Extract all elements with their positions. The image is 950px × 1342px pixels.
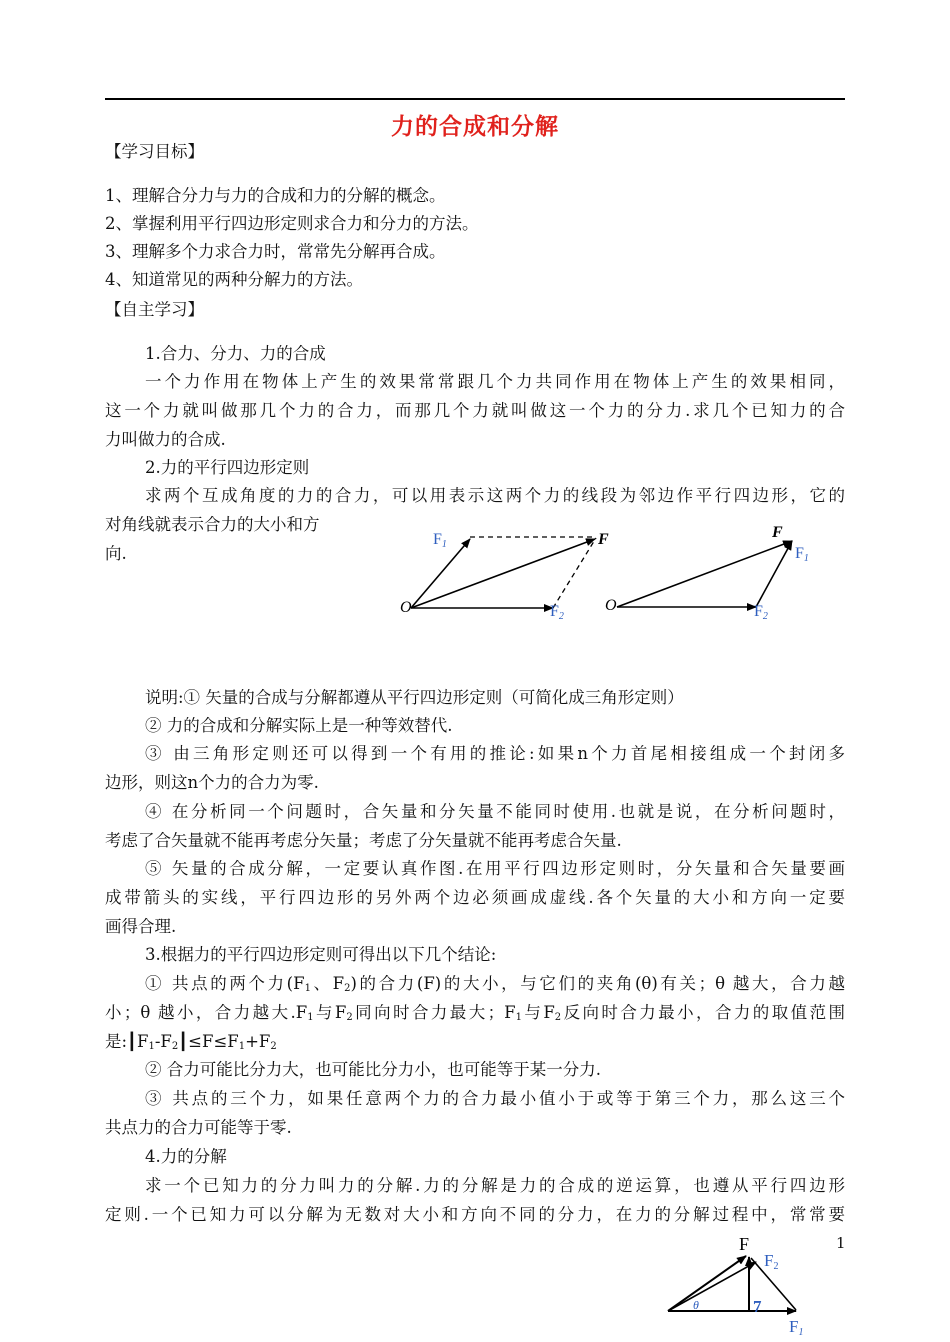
resultant-vector xyxy=(617,541,792,607)
goal-item: 3、理解多个力求合力时，常常先分解再合成。 xyxy=(105,242,446,261)
note-line: 说明:① 矢量的合成与分解都遵从平行四边形定则（可简化成三角形定则） xyxy=(145,688,684,707)
conclusion-line: ③ 共点的三个力，如果任意两个力的合力最小值小于或等于第三个力，那么这三个 xyxy=(145,1089,845,1108)
force-vector xyxy=(668,1256,746,1311)
section-2-heading: 2.力的平行四边形定则 xyxy=(145,458,310,477)
note-line: ④ 在分析同一个问题时，合矢量和分矢量不能同时使用.也就是说，在分析问题时， xyxy=(145,802,845,821)
paragraph-line: 对角线就表示合力的大小和方 xyxy=(105,515,320,534)
note-line: 成带箭头的实线，平行四边形的另外两个边必须画成虚线.各个矢量的大小和方向一定要 xyxy=(105,888,845,907)
f2-label: F2 xyxy=(754,603,768,622)
goal-item: 1、理解合分力与力的合成和力的分解的概念。 xyxy=(105,186,446,205)
right-angle-mark: 7 xyxy=(753,1297,762,1316)
note-line: ② 力的合成和分解实际上是一种等效替代. xyxy=(145,716,453,735)
paragraph-line: 这一个力就叫做那几个力的合力，而那几个力就叫做这一个力的分力.求几个已知力的合 xyxy=(105,401,845,420)
resultant-vector xyxy=(411,539,595,608)
f1-label: F1 xyxy=(433,531,447,550)
resultant-label: F xyxy=(772,524,783,541)
goal-item: 4、知道常见的两种分解力的方法。 xyxy=(105,270,363,289)
origin-label: O xyxy=(605,597,617,614)
f1-label: F1 xyxy=(789,1317,804,1338)
conclusion-line: ② 合力可能比分力大，也可能比分力小，也可能等于某一分力. xyxy=(145,1060,601,1079)
paragraph-line: 向. xyxy=(105,544,127,563)
theta-label: θ xyxy=(693,1298,699,1312)
section-3-heading: 3.根据力的平行四边形定则可得出以下几个结论: xyxy=(145,945,497,964)
section-4-heading: 4.力的分解 xyxy=(145,1147,227,1166)
conclusion-line: 是$:┃F_1-F_2┃\le F\le F_1+F_2$ xyxy=(105,1032,277,1052)
page-number: 1 xyxy=(836,1234,846,1252)
paragraph-line: 定则.一个已知力可以分解为无数对大小和方向不同的分力，在力的分解过程中，常常要 xyxy=(105,1205,845,1224)
force-composition-figure xyxy=(390,515,840,630)
resultant-label: F xyxy=(598,531,609,548)
conclusion-line: 共点力的合力可能等于零. xyxy=(105,1118,292,1137)
dashed-side-right xyxy=(553,538,596,608)
f2-label: F2 xyxy=(550,603,564,622)
paragraph-line: 求两个互成角度的力的合力，可以用表示这两个力的线段为邻边作平行四边形，它的 xyxy=(145,486,845,505)
note-line: ③ 由三角形定则还可以得到一个有用的推论:如果n个力首尾相接组成一个封闭多 xyxy=(145,744,845,763)
f1-label: F1 xyxy=(795,545,809,564)
conclusion-line: 小；θ 越小，合力越大$.F_1$与$F_2$同向时合力最大；$F_1$与$F_2$反向时合力最小，合力的取值范围 xyxy=(105,1003,846,1023)
note-line: 考虑了合矢量就不能再考虑分矢量；考虑了分矢量就不能再考虑合矢量. xyxy=(105,831,622,850)
parallelogram-diagram xyxy=(400,531,609,622)
force-decomposition-figure xyxy=(660,1230,820,1340)
force-label: F xyxy=(739,1234,750,1254)
goals-header: 【学习目标】 xyxy=(105,142,204,161)
component-vector xyxy=(668,1262,756,1311)
origin-label: O xyxy=(400,599,412,616)
paragraph-line: 求一个已知力的分力叫力的分解.力的分解是力的合成的逆运算，也遵从平行四边形 xyxy=(145,1176,845,1195)
section-1-heading: 1.合力、分力、力的合成 xyxy=(145,344,326,363)
goal-item: 2、掌握利用平行四边形定则求合力和分力的方法。 xyxy=(105,214,479,233)
note-line: ⑤ 矢量的合成分解，一定要认真作图.在用平行四边形定则时，分矢量和合矢量要画 xyxy=(145,859,845,878)
note-line: 边形，则这n个力的合力为零. xyxy=(105,773,319,792)
page-title: 力的合成和分解 xyxy=(391,114,559,140)
triangle-diagram xyxy=(605,524,809,622)
header-rule xyxy=(105,98,845,100)
f1-vector xyxy=(756,541,792,607)
paragraph-line: 力叫做力的合成. xyxy=(105,430,226,449)
paragraph-line: 一个力作用在物体上产生的效果常常跟几个力共同作用在物体上产生的效果相同， xyxy=(145,372,845,391)
note-line: 画得合理. xyxy=(105,917,177,936)
f2-label: F2 xyxy=(764,1251,779,1272)
conclusion-line: ① 共点的两个力($F_1$、$F_2$)的合力(F)的大小，与它们的夹角(θ)有关；θ 越大，合力越 xyxy=(145,974,846,994)
self-study-header: 【自主学习】 xyxy=(105,300,204,319)
